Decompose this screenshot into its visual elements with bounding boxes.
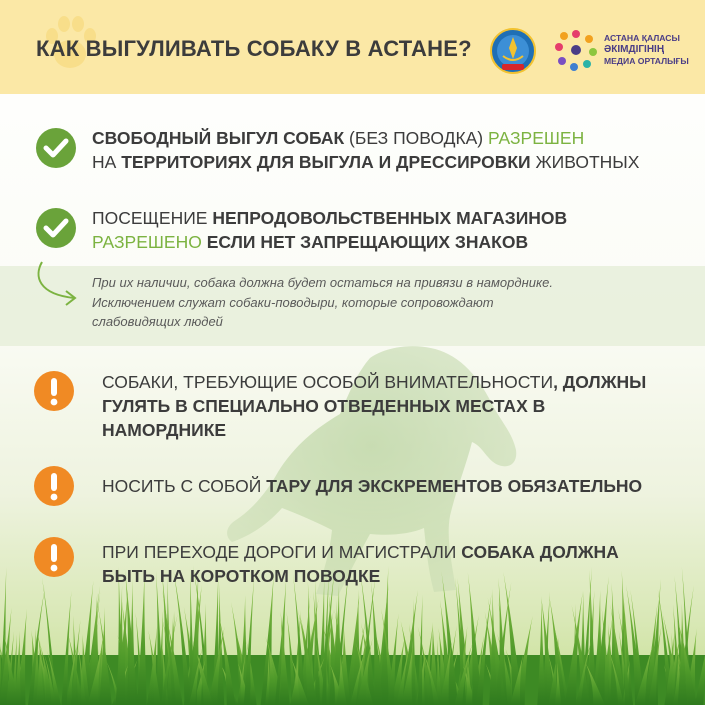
rule-road-crossing xyxy=(102,540,692,588)
rule-dangerous-dogs xyxy=(102,370,692,442)
exclamation-icon xyxy=(33,465,75,507)
media-center-line3: МЕДИА ОРТАЛЫҒЫ xyxy=(604,56,689,66)
check-icon xyxy=(35,127,77,169)
rule-line xyxy=(92,206,692,230)
rule-emphasis: ЕСЛИ НЕТ ЗАПРЕЩАЮЩИХ ЗНАКОВ xyxy=(201,232,529,252)
grass-blade xyxy=(137,571,147,705)
rule-text: ПРИ ПЕРЕХОДЕ ДОРОГИ И МАГИСТРАЛИ xyxy=(102,542,462,562)
rule-line xyxy=(102,418,692,442)
media-center-line1: АСТАНА ҚАЛАСЫ xyxy=(604,33,680,43)
rule-text: ПОСЕЩЕНИЕ xyxy=(92,208,213,228)
rule-emphasis: ГУЛЯТЬ В СПЕЦИАЛЬНО ОТВЕДЕННЫХ МЕСТАХ В xyxy=(102,396,546,416)
rule-line xyxy=(92,150,692,174)
rule-line xyxy=(92,230,692,254)
exclamation-icon xyxy=(33,370,75,412)
note-line-3: слабовидящих людей xyxy=(92,314,223,329)
rule-text: ЖИВОТНЫХ xyxy=(530,152,640,172)
rule-highlight: РАЗРЕШЕН xyxy=(488,128,585,148)
rule-emphasis: НАМОРДНИКЕ xyxy=(102,420,227,440)
rule-emphasis: НЕПРОДОВОЛЬСТВЕННЫХ МАГАЗИНОВ xyxy=(212,208,568,228)
check-icon xyxy=(35,207,77,249)
curved-arrow-icon xyxy=(28,258,84,308)
rule-highlight: РАЗРЕШЕНО xyxy=(92,232,202,252)
rule-emphasis: СОБАКА ДОЛЖНА xyxy=(461,542,619,562)
media-center-logo-icon xyxy=(553,27,599,73)
exclamation-icon xyxy=(33,536,75,578)
note-line-2: Исключением служат собаки-поводыри, которые сопровождают xyxy=(92,294,494,310)
rule-text: (БЕЗ ПОВОДКА) xyxy=(344,128,488,148)
media-center-name xyxy=(604,33,689,67)
exception-note xyxy=(92,273,672,332)
rule-waste-bags xyxy=(102,474,692,498)
rule-line xyxy=(102,540,692,564)
media-center-line2: ӘКІМДІГІНІҢ xyxy=(604,44,665,55)
rule-line xyxy=(102,474,692,498)
rule-line xyxy=(92,126,692,150)
rule-emphasis: БЫТЬ НА КОРОТКОМ ПОВОДКЕ xyxy=(102,566,381,586)
rule-emphasis: СВОБОДНЫЙ ВЫГУЛ СОБАК xyxy=(92,128,345,148)
grass-blade xyxy=(537,599,545,705)
rule-emphasis: ТАРУ ДЛЯ ЭКСКРЕМЕНТОВ ОБЯЗАТЕЛЬНО xyxy=(266,476,643,496)
rule-emphasis: , ДОЛЖНЫ xyxy=(553,372,647,392)
rule-free-walking xyxy=(92,126,692,174)
rule-line xyxy=(102,564,692,588)
rule-non-food-stores xyxy=(92,206,692,254)
astana-emblem-icon xyxy=(490,28,536,74)
rule-text: НА xyxy=(92,152,122,172)
page-title: КАК ВЫГУЛИВАТЬ СОБАКУ В АСТАНЕ? xyxy=(36,36,472,61)
rule-text: СОБАКИ, ТРЕБУЮЩИЕ ОСОБОЙ ВНИМАТЕЛЬНОСТИ xyxy=(102,372,554,392)
rule-line xyxy=(102,370,692,394)
rule-text: НОСИТЬ С СОБОЙ xyxy=(102,476,267,496)
header-banner xyxy=(0,0,705,94)
note-line-1: При их наличии, собака должна будет остаться на привязи в наморднике. xyxy=(92,275,553,290)
rule-line xyxy=(102,394,692,418)
rule-emphasis: ТЕРРИТОРИЯХ ДЛЯ ВЫГУЛА И ДРЕССИРОВКИ xyxy=(121,152,531,172)
